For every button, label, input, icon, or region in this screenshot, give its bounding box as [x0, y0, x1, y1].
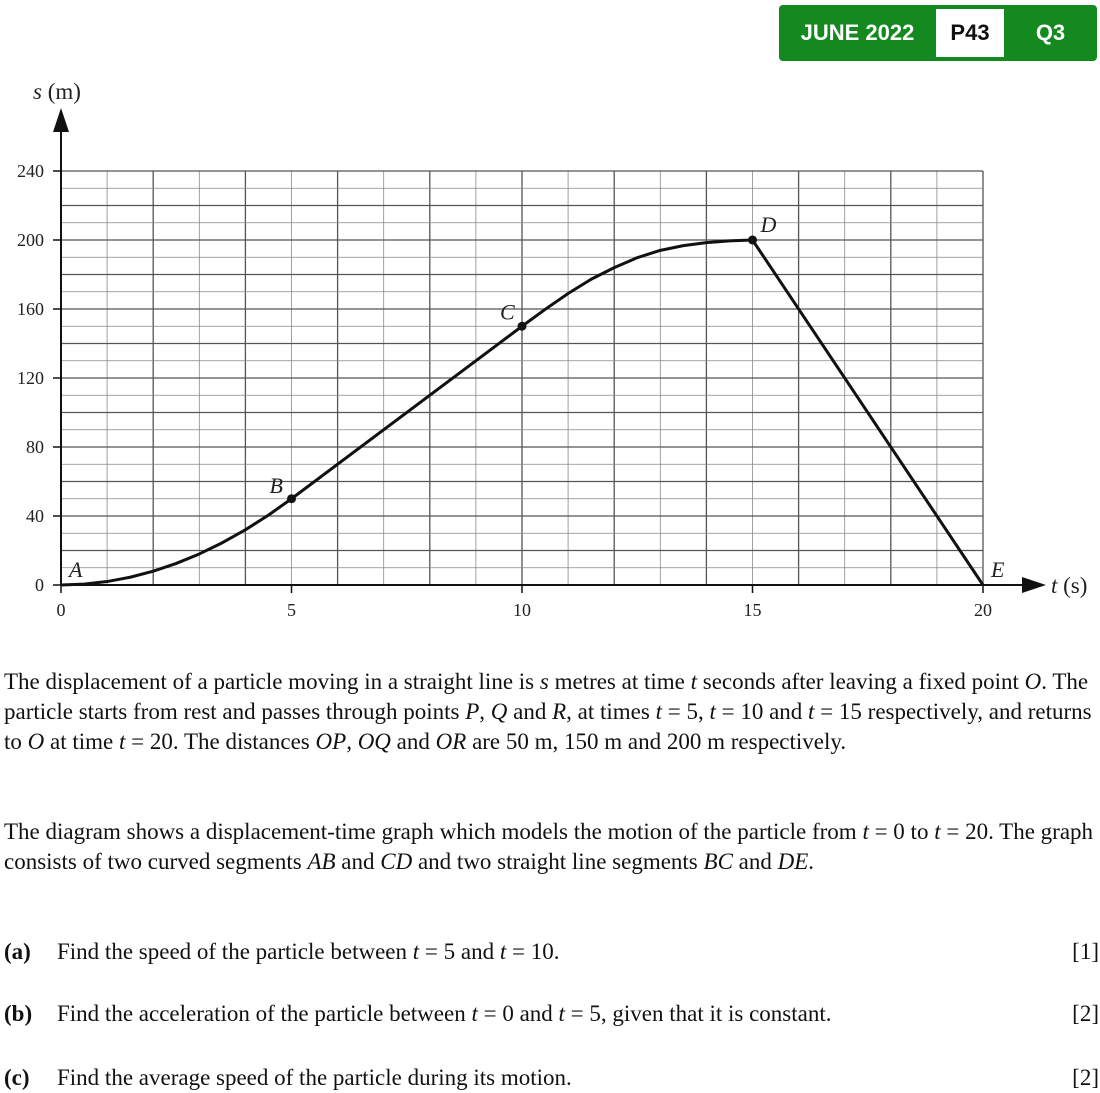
question-text: Find the speed of the particle between t = 5 and t = 10. [57, 939, 560, 964]
x-tick-label: 0 [56, 600, 66, 620]
point-label-b: B [269, 472, 283, 498]
point-label-a: A [69, 557, 83, 582]
y-axis-arrow-icon [53, 108, 69, 132]
exam-badge [779, 5, 1097, 61]
point-marker-b [287, 494, 296, 503]
y-axis-label: s (m) [33, 79, 81, 104]
y-tick-label: 80 [26, 437, 44, 457]
question-marks: [2] [1072, 1065, 1099, 1090]
question-marks: [2] [1072, 1001, 1099, 1026]
question-label: (a) [4, 939, 31, 964]
point-label-c: C [500, 299, 515, 325]
y-tick-label: 240 [17, 161, 44, 181]
y-tick-label: 120 [17, 368, 44, 388]
question-text: Find the average speed of the particle during its motion. [57, 1065, 572, 1090]
x-tick-label: 20 [974, 600, 992, 620]
question-b [4, 999, 1099, 1029]
question-number: Q3 [1035, 20, 1066, 45]
chart-point-labels [67, 212, 1005, 582]
y-tick-label: 0 [35, 575, 44, 595]
point-label-d: D [760, 212, 777, 237]
y-tick-label: 40 [26, 506, 44, 526]
y-tick-label: 200 [17, 230, 44, 250]
point-marker-c [518, 322, 527, 331]
x-tick-label: 15 [743, 600, 762, 620]
diagram-paragraph: The diagram shows a displacement-time graph which models the motion of the particle from t = 0 to t = 20. The graph consists of two curved segments AB and CD and two straight line segments BC and DE. [4, 819, 1094, 874]
question-c [4, 1063, 1099, 1093]
x-tick-label: 5 [287, 600, 296, 620]
question-label: (b) [4, 1001, 33, 1026]
question-text: Find the acceleration of the particle between t = 0 and t = 5, given that it is constant. [57, 1001, 832, 1026]
displacement-time-graph [0, 70, 1100, 630]
chart-tick-labels [17, 79, 1087, 620]
point-label-e: E [991, 557, 1005, 582]
exam-date: JUNE 2022 [800, 20, 915, 45]
question-label: (c) [4, 1065, 30, 1090]
paper-code: P43 [936, 9, 1004, 57]
description-paragraph: The displacement of a particle moving in a straight line is s metres at time t seconds after leaving a fixed point O. The particle starts from rest and passes through points P, Q and R, at times t = 5, t = 10 and t = 15 respectively, and returns to O at time t = 20. The distances OP, OQ and OR are 50 m, 150 m and 200 m respectively. [4, 669, 1092, 754]
point-marker-d [748, 236, 757, 245]
x-tick-label: 10 [513, 600, 531, 620]
x-axis-arrow-icon [1022, 577, 1046, 593]
y-tick-label: 160 [17, 299, 44, 319]
chart-axes [53, 108, 1046, 593]
question-marks: [1] [1072, 939, 1099, 964]
x-axis-label: t (s) [1051, 573, 1088, 598]
question-a [4, 937, 1099, 967]
